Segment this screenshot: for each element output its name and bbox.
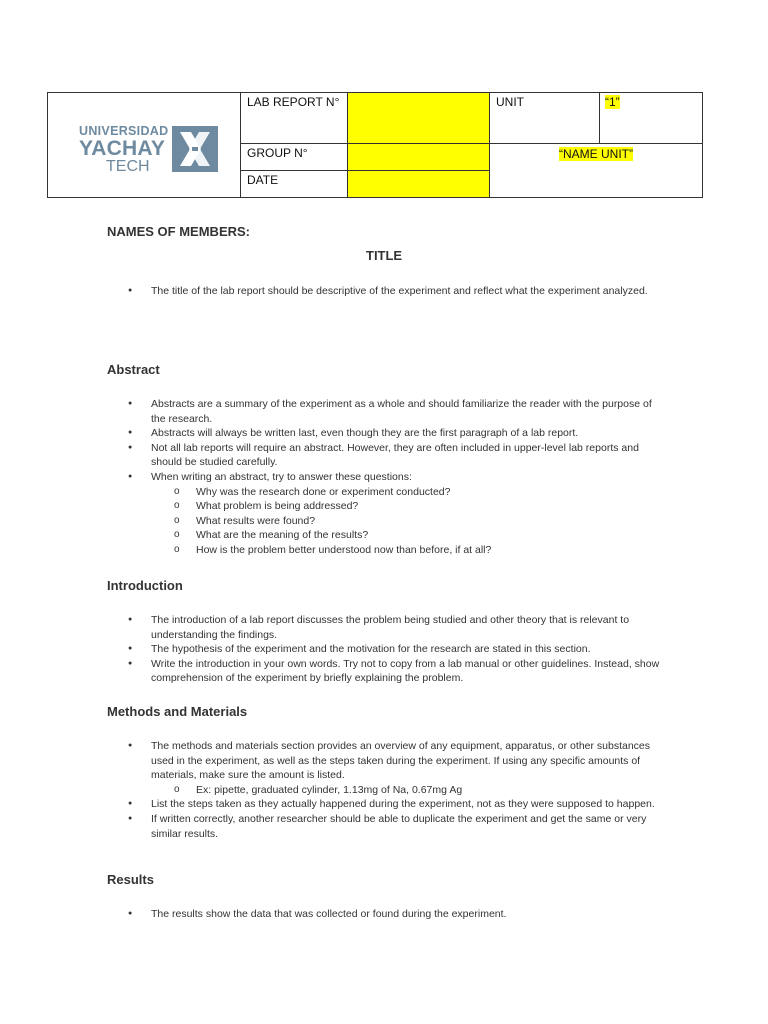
results-heading: Results (107, 872, 154, 887)
list-item: ● Write the introduction in your own words. Try not to copy from a lab manual or other guidelines. Instead, show comprehension of the experiment by briefly explaining the problem. (128, 657, 668, 686)
yachay-mark-icon (172, 126, 218, 172)
list-item: ● Abstracts are a summary of the experiment as a whole and should familiarize the reader with the purpose of the research. (128, 397, 668, 426)
methods-heading: Methods and Materials (107, 704, 248, 719)
list-item: ● Abstracts will always be written last, even though they are the first paragraph of a lab report. (128, 426, 668, 441)
group-label: GROUP N° (241, 144, 348, 171)
unit-value-cell (600, 93, 703, 144)
sub-list-item: o Why was the research done or experiment conducted? (128, 485, 668, 500)
introduction-list (128, 613, 668, 686)
group-field[interactable] (348, 144, 490, 171)
lab-report-label: LAB REPORT N° (241, 93, 348, 144)
list-item: ● The title of the lab report should be descriptive of the experiment and reflect what the experiment analyzed. (128, 284, 668, 299)
title-list (128, 284, 668, 299)
sub-list-item: o What are the meaning of the results? (128, 528, 668, 543)
header-table (47, 92, 703, 198)
unit-label: UNIT (490, 93, 600, 144)
list-item: ● When writing an abstract, try to answer these questions: (128, 470, 668, 485)
sub-list-item: o What problem is being addressed? (128, 499, 668, 514)
university-logo (79, 124, 219, 174)
list-item: ● List the steps taken as they actually happened during the experiment, not as they were supposed to happen. (128, 797, 668, 812)
list-item: ● Not all lab reports will require an abstract. However, they are often included in upper-level lab reports and should be studied carefully. (128, 441, 668, 470)
logo-cell (48, 93, 241, 198)
list-item: ● If written correctly, another researcher should be able to duplicate the experiment and get the same or very similar results. (128, 812, 668, 841)
page-title: TITLE (366, 248, 403, 263)
abstract-list (128, 397, 668, 558)
list-item: ● The introduction of a lab report discusses the problem being studied and other theory that is relevant to understanding the findings. (128, 613, 668, 642)
date-field[interactable] (348, 171, 490, 198)
results-list (128, 907, 668, 922)
list-item: ● The hypothesis of the experiment and the motivation for the research are stated in this section. (128, 642, 668, 657)
list-item: ● The methods and materials section provides an overview of any equipment, apparatus, or other substances used in the experiment, as well as the steps taken during the experiment. If using any specific amounts of materials, make sure the amount is listed. (128, 739, 668, 783)
logo-line3: TECH (106, 158, 150, 175)
unit-value[interactable]: “1” (605, 95, 620, 109)
methods-list (128, 739, 668, 841)
name-unit[interactable]: “NAME UNIT” (559, 147, 633, 161)
sub-list-item: o How is the problem better understood now than before, if at all? (128, 543, 668, 558)
names-heading: NAMES OF MEMBERS: (107, 224, 250, 239)
abstract-heading: Abstract (107, 362, 160, 377)
date-label: DATE (241, 171, 348, 198)
introduction-heading: Introduction (107, 578, 183, 593)
lab-report-field[interactable] (348, 93, 490, 144)
sub-list-item: o What results were found? (128, 514, 668, 529)
sub-list-item: o Ex: pipette, graduated cylinder, 1.13mg of Na, 0.67mg Ag (128, 783, 668, 798)
logo-line1: UNIVERSIDAD (79, 124, 169, 138)
list-item: ● The results show the data that was collected or found during the experiment. (128, 907, 668, 922)
logo-line2: YACHAY (79, 137, 166, 160)
name-unit-cell (490, 144, 703, 198)
